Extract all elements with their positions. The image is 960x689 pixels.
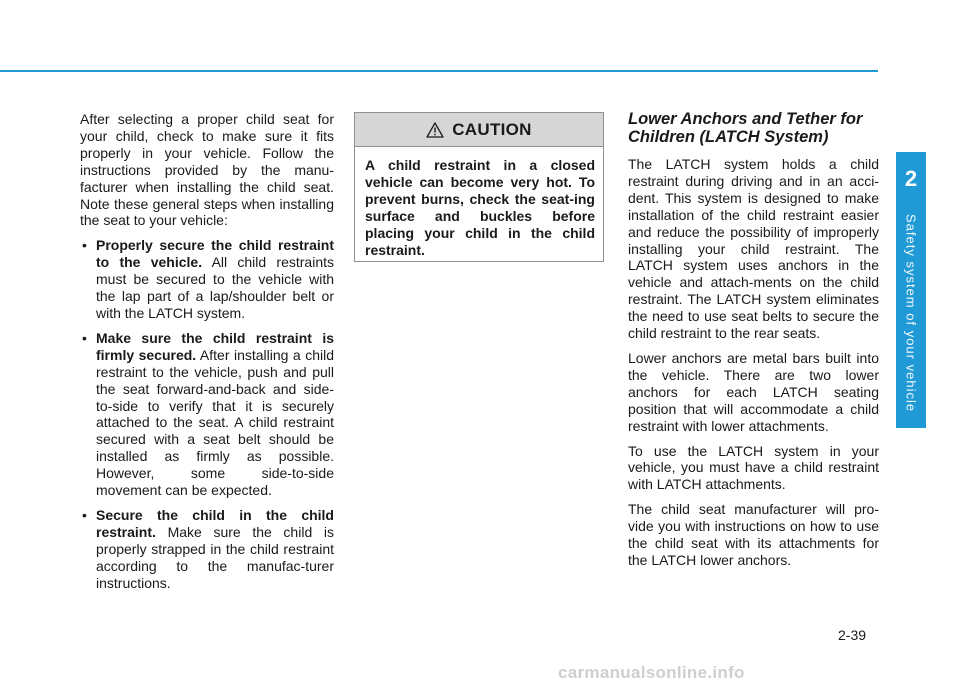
right-column [628, 110, 879, 577]
left-column [80, 111, 334, 599]
step-heading: Make sure the child restraint is firmly secured. [96, 329, 334, 363]
caution-heading: CAUTION [452, 119, 532, 139]
step-heading: Secure the child in the child restraint. [96, 506, 334, 540]
list-item [80, 237, 334, 322]
intro-paragraph: After selecting a proper child seat for your child, check to make sure it fits properly in your vehicle. Follow the instructions provided by the manu-facturer when installing the child seat. Note these general steps when installing the seat to your vehicle: [80, 111, 334, 229]
step-text: All child restraints must be secured to the vehicle with the lap part of a lap/shoulder belt or with the LATCH system. [96, 254, 335, 321]
body-paragraph: The LATCH system holds a child restraint during driving and in an acci-dent. This system is designed to make installation of the child restraint easier and reduce the possibility of improperly installing your child restraint. The LATCH system uses anchors in the vehicle and attach-ments on the child restraint. The LATCH system eliminates the need to use seat belts to secure the child restraint to the rear seats. [628, 156, 879, 342]
step-heading: Properly secure the child restraint to the vehicle. [96, 237, 334, 271]
chapter-title-wrap [898, 208, 924, 418]
chapter-tab[interactable] [896, 152, 926, 428]
warning-triangle-icon [426, 122, 444, 138]
step-text: After installing a child restraint to the vehicle, push and pull the seat forward-and-back and side-to-side to verify that it is securely attached to the seat. A child restraint secured with a seat belt should be installed as firmly as possible. However, some side-to-side movement can be expected. [96, 346, 334, 499]
section-title: Lower Anchors and Tether for Children (LATCH System) [628, 110, 863, 146]
body-paragraph: The child seat manufacturer will pro-vide you with instructions on how to use the child seat with its attachments for the LATCH lower anchors. [628, 501, 879, 568]
steps-list [80, 237, 334, 591]
chapter-number: 2 [904, 166, 918, 191]
body-paragraph: To use the LATCH system in your vehicle, you must have a child restraint with LATCH attachments. [628, 442, 879, 493]
caution-header [355, 113, 603, 147]
list-item [80, 330, 334, 499]
list-item [80, 507, 334, 592]
header-rule [0, 70, 878, 72]
body-paragraph: Lower anchors are metal bars built into the vehicle. There are two lower anchors for each LATCH seating position that will accommodate a child restraint with lower attachments. [628, 349, 879, 434]
chapter-title: Safety system of your vehicle [903, 213, 919, 413]
page-number: 2-39 [838, 627, 867, 643]
caution-box [354, 112, 604, 262]
caution-text: A child restraint in a closed vehicle can become very hot. To prevent burns, check the seat-ing surface and buckles before placing your child in the child restraint. [365, 157, 595, 258]
watermark[interactable]: carmanualsonline.info [558, 663, 745, 682]
step-text: Make sure the child is properly strapped in the child restraint according to the manufac-turer instructions. [96, 523, 334, 591]
